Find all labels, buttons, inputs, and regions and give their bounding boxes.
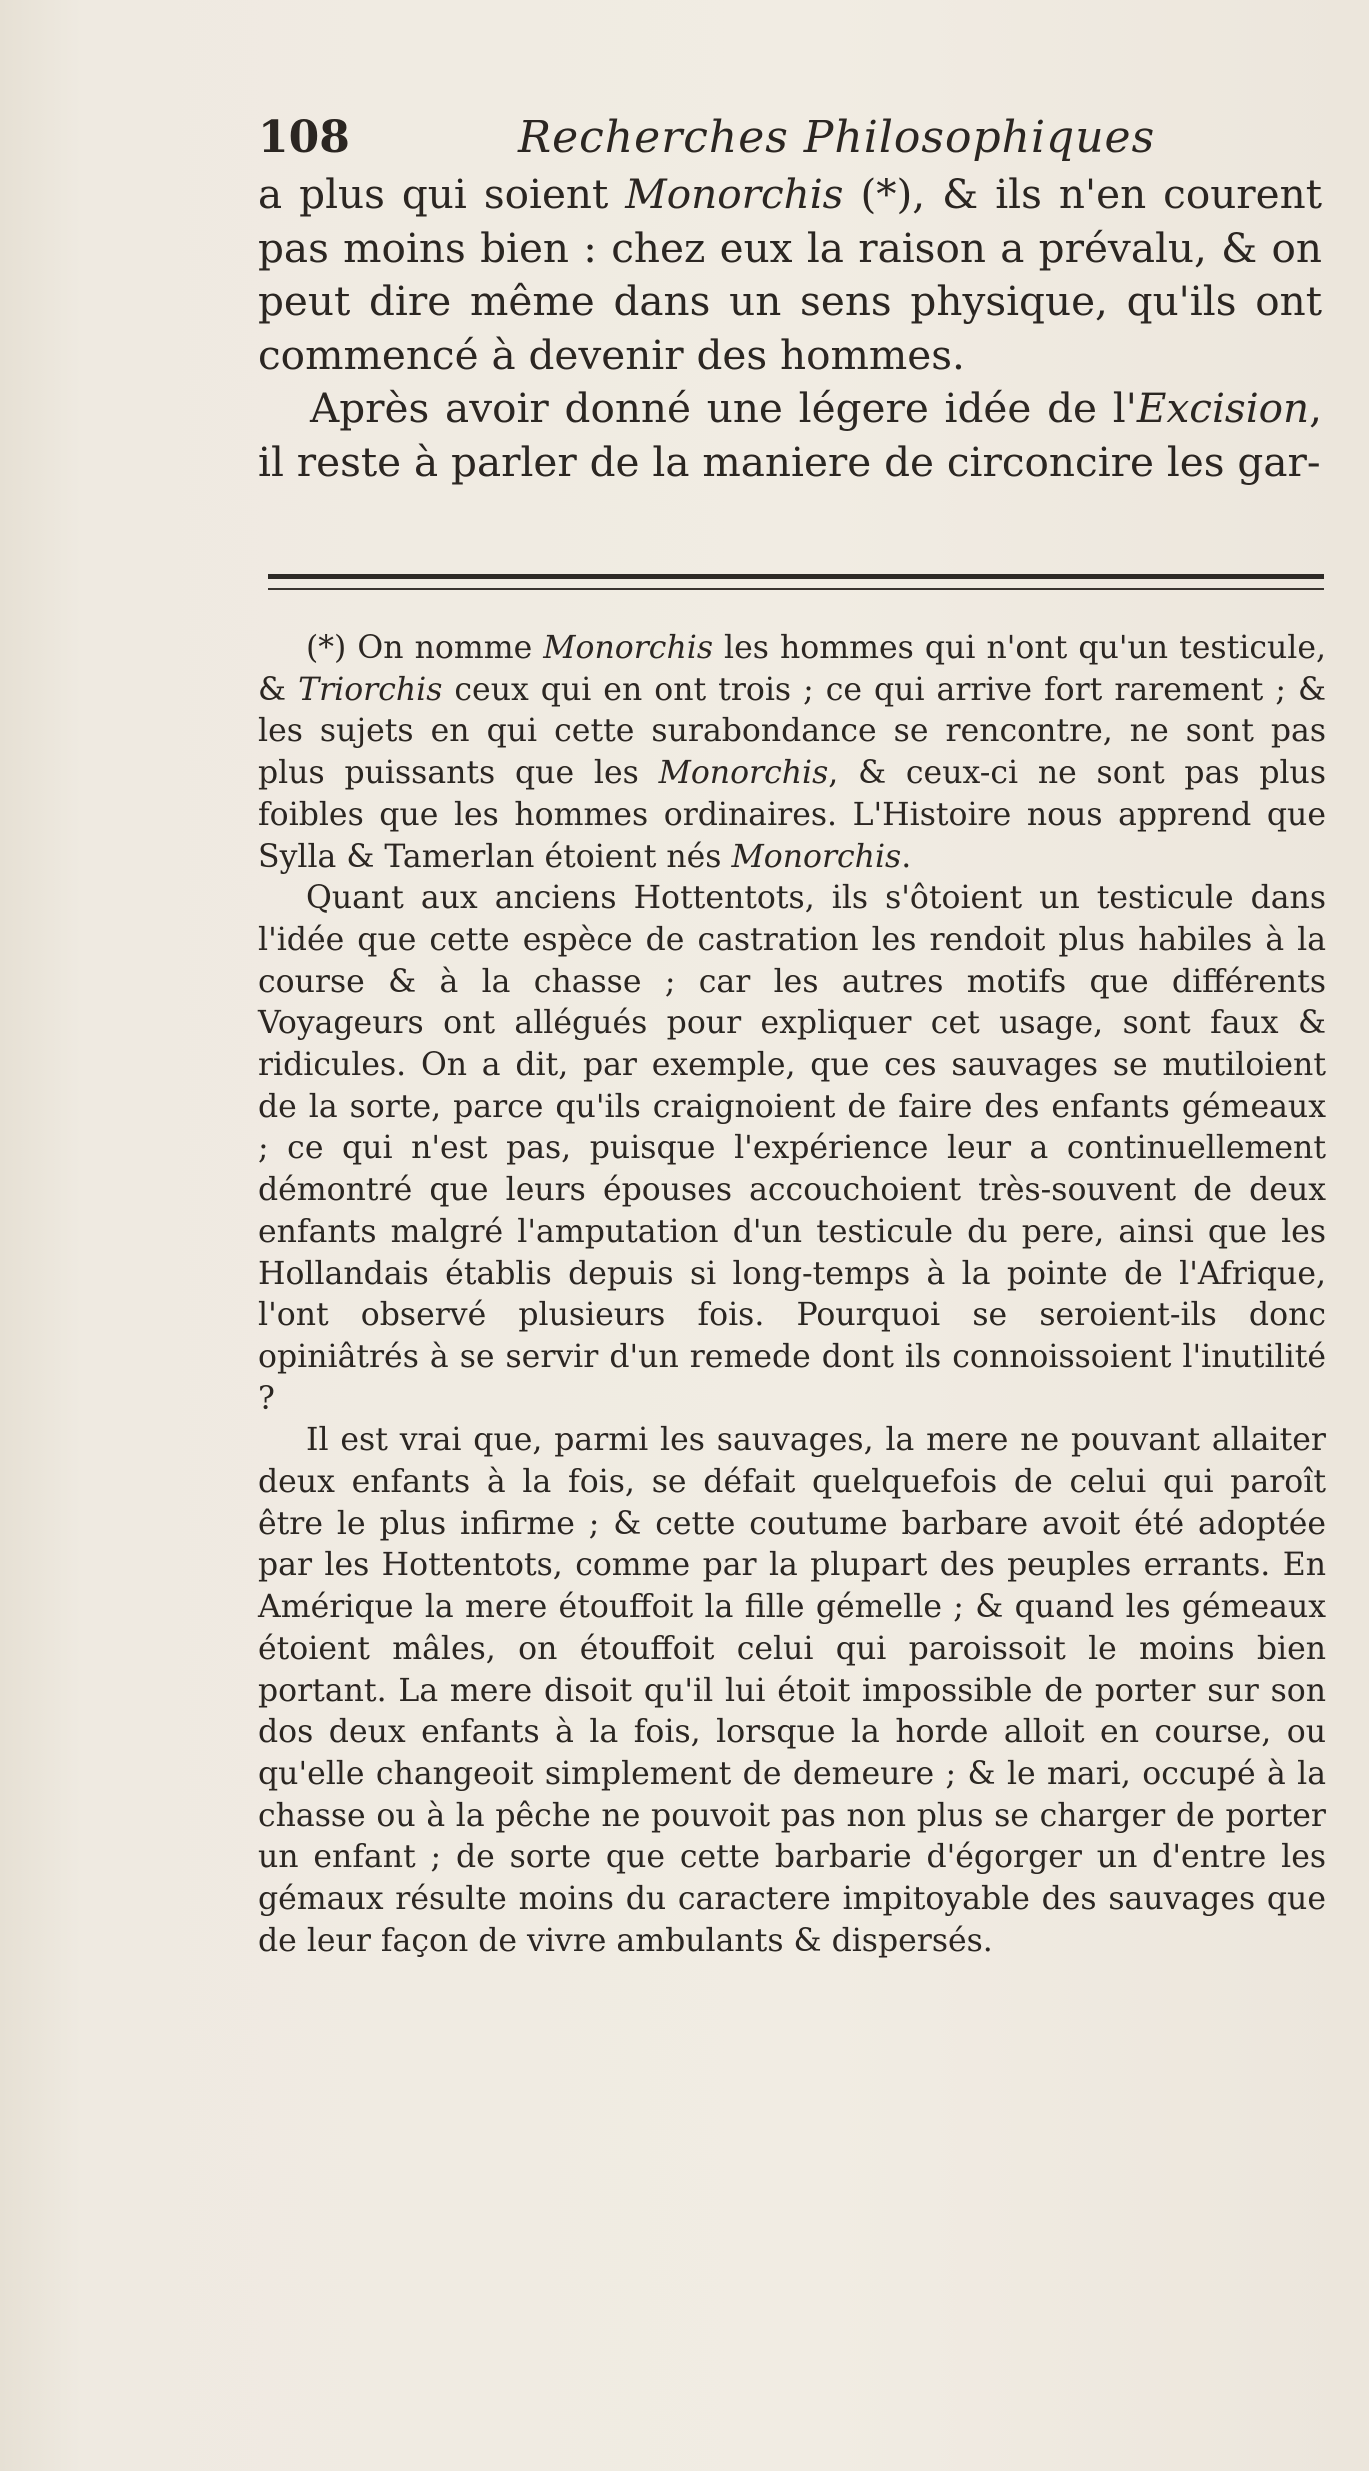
main-p1-text-a: a plus qui soient	[258, 170, 626, 218]
main-p2-text-b: , il reste à parler de la maniere de circoncire les gar-	[258, 384, 1322, 486]
page-number: 108	[258, 112, 350, 163]
fn1-italic-monorchis-3: Monorchis	[731, 838, 902, 875]
footnote-paragraph-1	[258, 628, 1326, 878]
footnote-paragraph-3: Il est vrai que, parmi les sauvages, la mere ne pouvant allaiter deux enfants à la fois, se défait quelquefois de celui qui paroît être le plus infirme ; & cette coutume barbare avoit été adoptée par les Hottentots, comme par la plupart des peuples errants. En Amérique la mere étouffoit la fille gémelle ; & quand les gémeaux étoient mâles, on étouffoit celui qui paroissoit le moins bien portant. La mere disoit qu'il lui étoit impossible de porter sur son dos deux enfants à la fois, lorsque la horde alloit en course, ou qu'elle changeoit simplement de demeure ; & le mari, occupé à la chasse ou à la pêche ne pouvoit pas non plus se charger de porter un enfant ; de sorte que cette barbarie d'égorger un d'entre les gémaux résulte moins du caractere impitoyable des sauvages que de leur façon de vivre ambulants & dispersés.	[258, 1422, 1326, 1959]
main-paragraph-1	[258, 168, 1322, 382]
main-paragraph-2	[258, 382, 1322, 489]
main-p1-text-b: (*), & ils n'en courent pas moins bien : chez eux la raison a prévalu, & on peut dire même dans un sens physique, qu'ils ont commencé à devenir des hommes.	[258, 170, 1322, 379]
main-text	[258, 168, 1322, 489]
main-p1-italic-monorchis: Monorchis	[625, 170, 844, 218]
fn1-text-d: , & ceux-ci ne sont pas plus foibles que les hommes ordinaires. L'Histoire nous apprend que Sylla & Tamerlan étoient nés	[258, 755, 1327, 875]
fn1-text-a: (*) On nomme	[306, 630, 544, 666]
fn1-italic-triorchis: Triorchis	[298, 671, 443, 708]
fn1-text-b: les hommes qui n'ont qu'un testicule, &	[258, 630, 1326, 708]
main-p2-text-a: Après avoir donné une légere idée de l'	[310, 384, 1137, 432]
main-p2-italic-excision: Excision	[1136, 384, 1310, 432]
fn1-italic-monorchis-2: Monorchis	[658, 755, 829, 792]
fn1-text-e: .	[901, 838, 912, 875]
footnotes	[258, 628, 1326, 1963]
fn1-text-c: ceux qui en ont trois ; ce qui arrive fort rarement ; & les sujets en qui cette surabondance se rencontre, ne sont pas plus puissants que les	[258, 671, 1326, 792]
footnote-separator	[268, 574, 1324, 590]
fn1-italic-monorchis: Monorchis	[543, 630, 713, 666]
page-header	[258, 112, 1158, 172]
running-title: Recherches Philosophiques	[518, 112, 1156, 163]
footnote-paragraph-2: Quant aux anciens Hottentots, ils s'ôtoient un testicule dans l'idée que cette espèce de castration les rendoit plus habiles à la course & à la chasse ; car les autres motifs que différents Voyageurs ont allégués pour expliquer cet usage, sont faux & ridicules. On a dit, par exemple, que ces sauvages se mutiloient de la sorte, parce qu'ils craignoient de faire des enfants gémeaux ; ce qui n'est pas, puisque l'expérience leur a continuellement démontré que leurs épouses accouchoient très-souvent de deux enfants malgré l'amputation d'un testicule du pere, ainsi que les Hollandais établis depuis si long-temps à la pointe de l'Afrique, l'ont observé plusieurs fois. Pourquoi se seroient-ils donc opiniâtrés à se servir d'un remede dont ils connoissoient l'inutilité ?	[258, 880, 1326, 1417]
